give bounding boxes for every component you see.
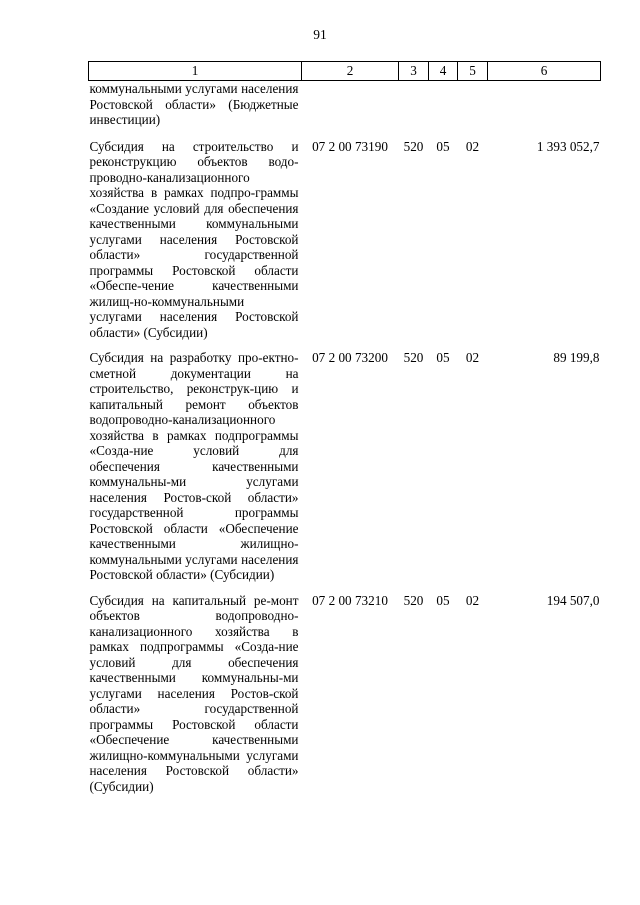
row-expense-type: 520 (403, 350, 424, 365)
row-subsection: 02 (465, 138, 480, 154)
page-number: 91 (313, 27, 327, 42)
table-header-row (89, 62, 601, 81)
column-header-2: 2 (302, 62, 399, 81)
row-description: коммунальными услугами населения Ростовской области» (Бюджетные инвестиции) (89, 81, 299, 127)
row-amount: 89 199,8 (553, 350, 600, 365)
row-description: Субсидия на разработку про-ектно-сметной документации на строительство, реконструк-цию и капитальный ремонт объектов водопроводно-канализационного хозяйства в рамках подпрограммы «Созда-ние условий для обеспечения качественными коммунальны-ми услугами населения Ростов-ской области» государственной программы Ростовской области «Обеспечение качественными жилищно-коммунальными услугами населения Ростовской области» (Субсидии) (89, 350, 299, 582)
row-amount: 1 393 052,7 (536, 138, 600, 154)
row-amount: 194 507,0 (546, 592, 600, 608)
column-header-1: 1 (89, 62, 302, 81)
row-target-code: 07 2 00 73200 (312, 350, 388, 365)
row-expense-type: 520 (403, 592, 424, 608)
row-description: Субсидия на строительство и реконструкцию объектов водо-проводно-канализационного хозяйства в рамках подпро-граммы «Создание условий для обеспечения качественными коммунальными услугами населения Ростовской области» государственной программы Ростовской области «Обеспе-чение качественными жилищ-но-коммунальными услугами населения Ростовской области» (Субсидии) (89, 138, 299, 340)
table-row (89, 139, 601, 351)
row-expense-type (399, 81, 429, 139)
table-row (89, 593, 601, 805)
column-header-4: 4 (429, 62, 458, 81)
row-expense-type: 520 (403, 138, 424, 154)
row-target-code: 07 2 00 73210 (312, 592, 388, 608)
table-row (89, 350, 601, 593)
row-target-code (302, 81, 399, 139)
column-header-6: 6 (488, 62, 601, 81)
column-header-5: 5 (458, 62, 488, 81)
row-subsection: 02 (465, 350, 480, 365)
row-target-code: 07 2 00 73190 (312, 138, 388, 154)
row-subsection (458, 81, 488, 139)
row-section: 05 (436, 592, 450, 608)
row-section (429, 81, 458, 139)
row-section: 05 (436, 350, 450, 365)
row-amount (488, 81, 601, 139)
row-description: Субсидия на капитальный ре-монт объектов водопроводно-канализационного хозяйства в рамках подпрограммы «Созда-ние условий для обеспечения качественными коммунальны-ми услугами населения Ростов-ской области» государственной программы Ростовской области «Обеспечение качественными жилищно-коммунальными услугами населения Ростовской области» (Субсидии) (89, 592, 299, 794)
table-row (89, 81, 601, 139)
row-section: 05 (436, 138, 450, 154)
row-subsection: 02 (465, 592, 480, 608)
budget-table (88, 61, 601, 804)
column-header-3: 3 (399, 62, 429, 81)
